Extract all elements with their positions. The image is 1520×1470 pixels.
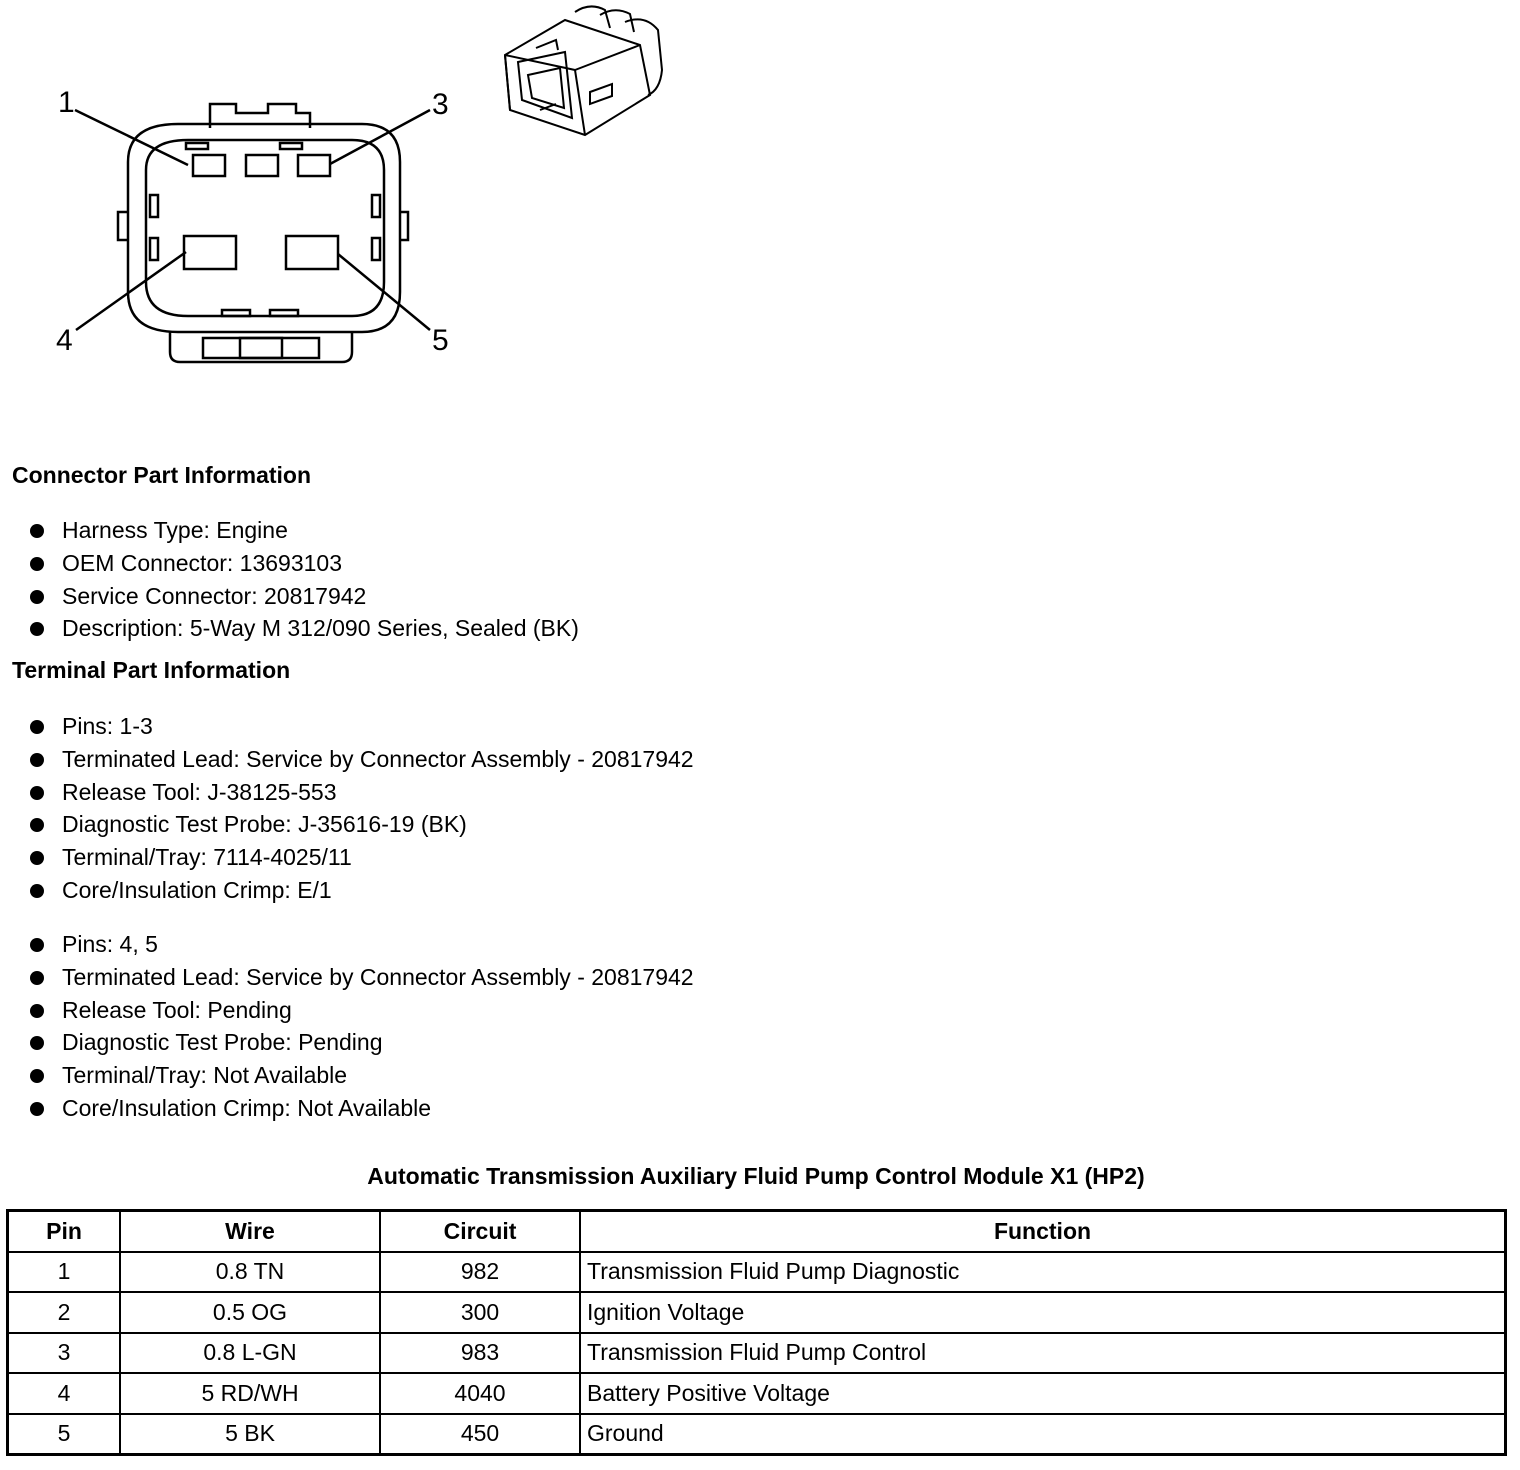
connector-part-list — [28, 514, 579, 645]
cell-function: Transmission Fluid Pump Control — [580, 1333, 1506, 1374]
terminal-part-list-pins-1-3 — [28, 710, 694, 907]
cell-wire: 5 BK — [120, 1414, 380, 1455]
list-item: Diagnostic Test Probe: Pending — [28, 1026, 694, 1059]
list-item: Description: 5-Way M 312/090 Series, Sealed (BK) — [28, 612, 579, 645]
list-item: Core/Insulation Crimp: E/1 — [28, 874, 694, 907]
table-header-row — [8, 1211, 1506, 1252]
pin-label-1: 1 — [58, 86, 75, 119]
cell-pin: 2 — [8, 1292, 121, 1333]
list-item: Harness Type: Engine — [28, 514, 579, 547]
list-item: OEM Connector: 13693103 — [28, 547, 579, 580]
table-row — [8, 1414, 1506, 1455]
cell-pin: 1 — [8, 1252, 121, 1293]
pin-label-5: 5 — [432, 324, 449, 357]
list-item: Core/Insulation Crimp: Not Available — [28, 1092, 694, 1125]
list-item: Terminated Lead: Service by Connector Assembly - 20817942 — [28, 961, 694, 994]
terminal-part-heading: Terminal Part Information — [12, 657, 291, 683]
header-circuit: Circuit — [380, 1211, 580, 1252]
table-row — [8, 1292, 1506, 1333]
cell-circuit: 982 — [380, 1252, 580, 1293]
list-item: Service Connector: 20817942 — [28, 580, 579, 613]
table-row — [8, 1333, 1506, 1374]
cell-function: Transmission Fluid Pump Diagnostic — [580, 1252, 1506, 1293]
cell-wire: 5 RD/WH — [120, 1373, 380, 1414]
list-item: Release Tool: Pending — [28, 994, 694, 1027]
cell-wire: 0.8 L-GN — [120, 1333, 380, 1374]
table-row — [8, 1373, 1506, 1414]
cell-function: Ground — [580, 1414, 1506, 1455]
pin-table — [6, 1209, 1507, 1456]
connector-diagram — [0, 0, 720, 400]
table-row — [8, 1252, 1506, 1293]
cell-pin: 5 — [8, 1414, 121, 1455]
list-item: Release Tool: J-38125-553 — [28, 776, 694, 809]
cell-pin: 4 — [8, 1373, 121, 1414]
list-item: Terminal/Tray: 7114-4025/11 — [28, 841, 694, 874]
cell-circuit: 450 — [380, 1414, 580, 1455]
header-wire: Wire — [120, 1211, 380, 1252]
connector-isometric-view — [505, 6, 662, 135]
connector-face-view — [0, 0, 720, 400]
cell-wire: 0.8 TN — [120, 1252, 380, 1293]
list-item: Diagnostic Test Probe: J-35616-19 (BK) — [28, 808, 694, 841]
header-pin: Pin — [8, 1211, 121, 1252]
connector-part-heading: Connector Part Information — [12, 462, 312, 488]
cell-wire: 0.5 OG — [120, 1292, 380, 1333]
cell-pin: 3 — [8, 1333, 121, 1374]
list-item: Terminal/Tray: Not Available — [28, 1059, 694, 1092]
list-item: Terminated Lead: Service by Connector Assembly - 20817942 — [28, 743, 694, 776]
cell-function: Ignition Voltage — [580, 1292, 1506, 1333]
list-item: Pins: 1-3 — [28, 710, 694, 743]
cell-function: Battery Positive Voltage — [580, 1373, 1506, 1414]
header-function: Function — [580, 1211, 1506, 1252]
terminal-part-list-pins-4-5 — [28, 928, 694, 1125]
pin-label-4: 4 — [56, 324, 73, 357]
cell-circuit: 983 — [380, 1333, 580, 1374]
cell-circuit: 300 — [380, 1292, 580, 1333]
list-item: Pins: 4, 5 — [28, 928, 694, 961]
pin-label-3: 3 — [432, 88, 449, 121]
pin-table-title: Automatic Transmission Auxiliary Fluid Pump Control Module X1 (HP2) — [367, 1163, 1145, 1189]
cell-circuit: 4040 — [380, 1373, 580, 1414]
